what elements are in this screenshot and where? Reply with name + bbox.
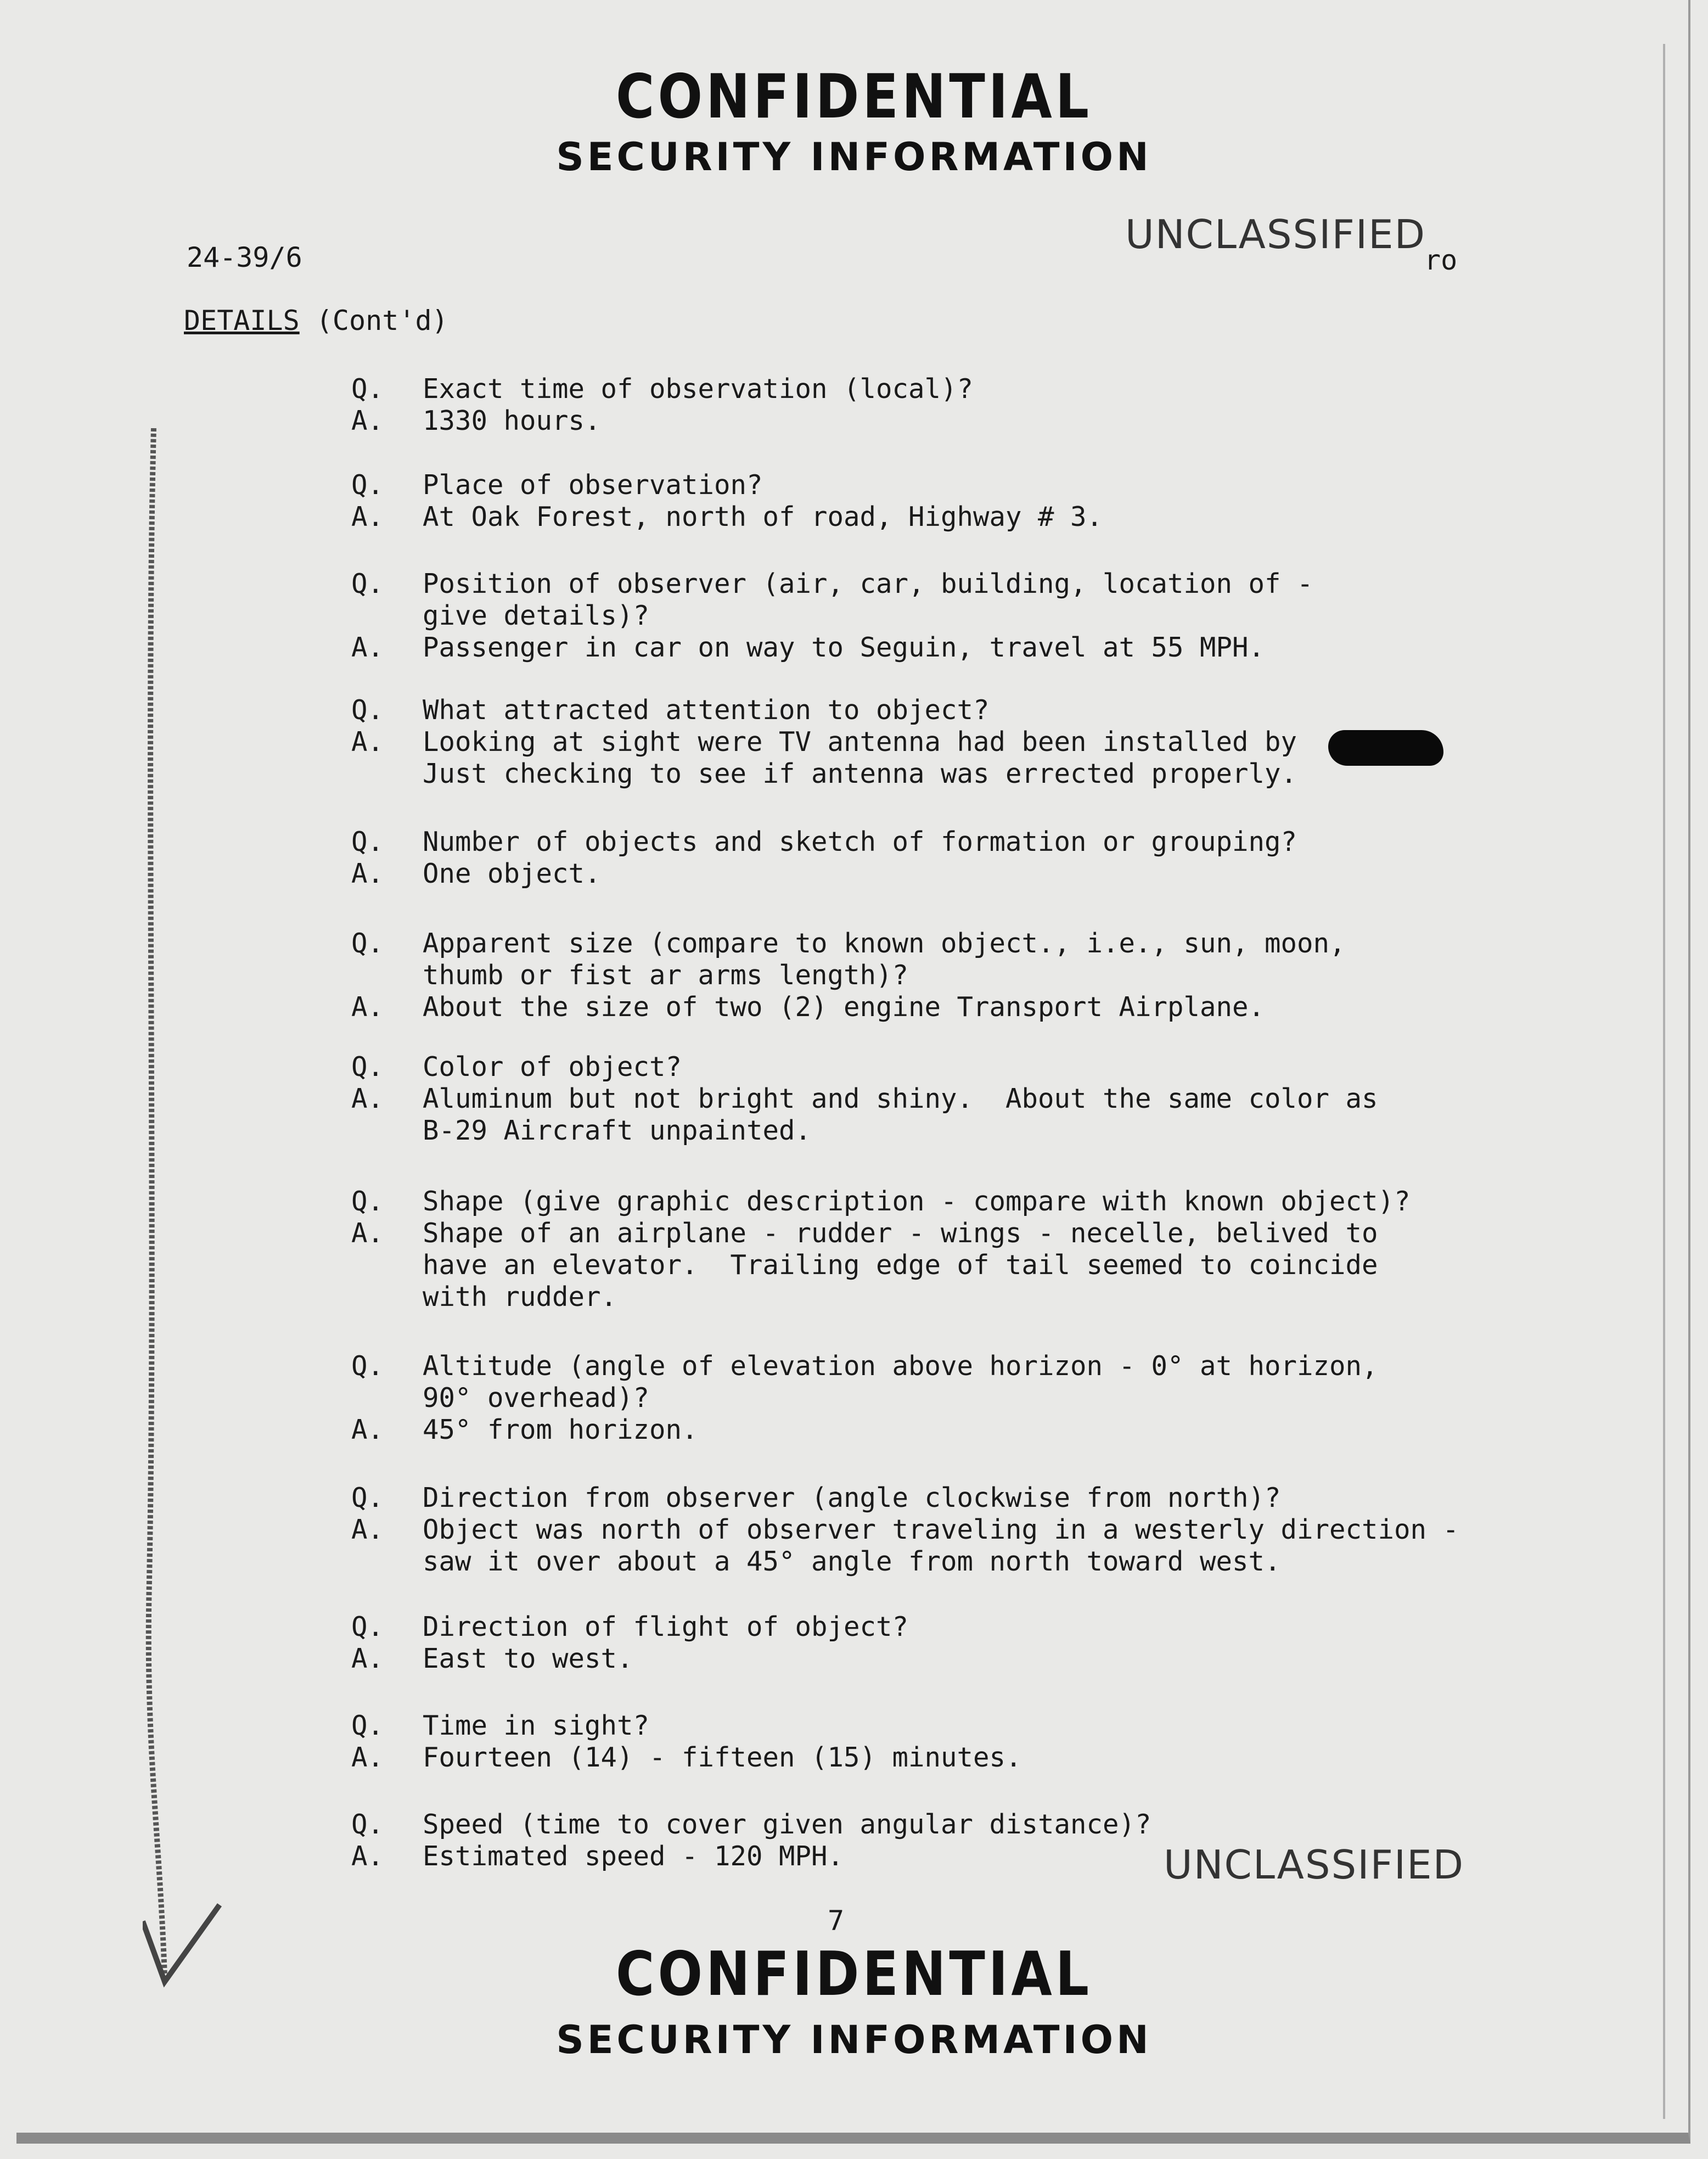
- answer-text: Estimated speed - 120 MPH.: [423, 1841, 844, 1872]
- details-heading: [184, 305, 448, 337]
- answer-text: About the size of two (2) engine Transport Airplane.: [423, 991, 1265, 1023]
- answer-text: 1330 hours.: [423, 405, 601, 436]
- answer-line: [351, 1083, 1520, 1115]
- qa-item: [351, 1482, 1520, 1578]
- answer-line: [351, 991, 1520, 1023]
- question-line: [351, 1051, 1520, 1083]
- question-label: [351, 960, 423, 991]
- answer-label: A.: [351, 1643, 384, 1674]
- answer-label: A.: [351, 1218, 384, 1249]
- security-information-stamp-bottom: SECURITY INFORMATION: [556, 2017, 1152, 2062]
- answer-text: At Oak Forest, north of road, Highway # 3.: [423, 501, 1103, 532]
- qa-item: [351, 469, 1520, 533]
- answer-text: with rudder.: [423, 1281, 617, 1313]
- answer-text: Fourteen (14) - fifteen (15) minutes.: [423, 1742, 1022, 1773]
- page-edge: [1663, 44, 1665, 2119]
- answer-text: have an elevator. Trailing edge of tail seemed to coincide: [423, 1249, 1378, 1281]
- question-text: Place of observation?: [423, 469, 763, 501]
- answer-text: Looking at sight were TV antenna had been installed by: [423, 726, 1297, 758]
- question-line: [351, 1350, 1520, 1382]
- question-label: Q.: [351, 1186, 384, 1217]
- answer-label: A.: [351, 1414, 384, 1445]
- answer-line: [351, 632, 1520, 664]
- question-text: Shape (give graphic description - compare with known object)?: [423, 1186, 1411, 1217]
- question-label: Q.: [351, 694, 384, 726]
- question-line: [351, 694, 1520, 726]
- question-line: [351, 960, 1520, 991]
- confidential-stamp-top: CONFIDENTIAL: [616, 61, 1092, 132]
- question-line: [351, 928, 1520, 960]
- answer-text: Aluminum but not bright and shiny. About the same color as: [423, 1083, 1378, 1114]
- answer-label: A.: [351, 405, 384, 436]
- answer-line: [351, 1281, 1520, 1313]
- answer-text: East to west.: [423, 1643, 633, 1674]
- question-label: [351, 1382, 423, 1414]
- answer-text: Passenger in car on way to Seguin, travel at 55 MPH.: [423, 632, 1265, 663]
- answer-label: [351, 1281, 423, 1313]
- security-information-stamp-top: SECURITY INFORMATION: [556, 134, 1152, 180]
- question-text: Apparent size (compare to known object., i.e., sun, moon,: [423, 928, 1346, 959]
- qa-item: [351, 373, 1520, 437]
- answer-line: [351, 1643, 1520, 1675]
- qa-item: [351, 1710, 1520, 1774]
- answer-text: Just checking to see if antenna was errected properly.: [423, 758, 1297, 789]
- qa-item: [351, 568, 1520, 664]
- question-label: Q.: [351, 826, 384, 857]
- question-label: Q.: [351, 1611, 384, 1642]
- question-line: [351, 568, 1520, 600]
- answer-line: [351, 858, 1520, 890]
- question-text: Direction from observer (angle clockwise from north)?: [423, 1482, 1281, 1513]
- question-line: [351, 1382, 1520, 1414]
- answer-line: [351, 405, 1520, 437]
- question-label: Q.: [351, 1809, 384, 1840]
- answer-label: A.: [351, 1841, 384, 1872]
- answer-label: A.: [351, 501, 384, 532]
- question-label: Q.: [351, 1710, 384, 1741]
- unclassified-stamp-bottom: UNCLASSIFIED: [1164, 1842, 1465, 1888]
- answer-line: [351, 1546, 1520, 1578]
- question-label: Q.: [351, 1482, 384, 1513]
- question-label: Q.: [351, 373, 384, 405]
- contd-label: (Cont'd): [316, 305, 448, 337]
- page-number: 7: [828, 1905, 845, 1937]
- question-text: thumb or fist ar arms length)?: [423, 960, 909, 991]
- answer-label: [351, 1249, 423, 1281]
- answer-line: [351, 1514, 1520, 1546]
- question-text: Number of objects and sketch of formation or grouping?: [423, 826, 1297, 857]
- answer-label: A.: [351, 858, 384, 889]
- qa-item: [351, 1186, 1520, 1313]
- qa-item: [351, 826, 1520, 890]
- answer-line: [351, 1414, 1520, 1446]
- answer-text: B-29 Aircraft unpainted.: [423, 1115, 812, 1146]
- qa-item: [351, 1350, 1520, 1446]
- question-line: [351, 1809, 1520, 1841]
- answer-label: [351, 1546, 423, 1578]
- answer-text: 45° from horizon.: [423, 1414, 698, 1445]
- answer-text: Object was north of observer traveling in a westerly direction -: [423, 1514, 1459, 1545]
- answer-label: A.: [351, 1742, 384, 1773]
- answer-line: [351, 758, 1520, 790]
- answer-label: [351, 1115, 423, 1147]
- confidential-stamp-bottom: CONFIDENTIAL: [616, 1938, 1092, 2010]
- question-text: What attracted attention to object?: [423, 694, 990, 726]
- answer-label: A.: [351, 991, 384, 1023]
- qa-item: [351, 1051, 1520, 1147]
- answer-label: A.: [351, 1083, 384, 1114]
- question-text: Position of observer (air, car, building, location of -: [423, 568, 1313, 599]
- answer-text: Shape of an airplane - rudder - wings - necelle, belived to: [423, 1218, 1378, 1249]
- question-line: [351, 600, 1520, 632]
- answer-label: A.: [351, 632, 384, 663]
- question-text: Speed (time to cover given angular distance)?: [423, 1809, 1151, 1840]
- question-text: Direction of flight of object?: [423, 1611, 909, 1642]
- question-label: Q.: [351, 568, 384, 599]
- question-text: Altitude (angle of elevation above horizon - 0° at horizon,: [423, 1350, 1378, 1382]
- unclassified-stamp-top: UNCLASSIFIED: [1125, 211, 1426, 257]
- answer-line: [351, 1115, 1520, 1147]
- question-line: [351, 1710, 1520, 1742]
- answer-label: [351, 758, 423, 790]
- answer-text: saw it over about a 45° angle from north toward west.: [423, 1546, 1281, 1577]
- question-line: [351, 1611, 1520, 1643]
- question-label: [351, 600, 423, 632]
- answer-line: [351, 501, 1520, 533]
- question-text: Color of object?: [423, 1051, 682, 1083]
- question-line: [351, 469, 1520, 501]
- answer-label: A.: [351, 1514, 384, 1545]
- qa-item: [351, 1611, 1520, 1675]
- question-line: [351, 826, 1520, 858]
- qa-item: [351, 928, 1520, 1023]
- answer-line: [351, 1742, 1520, 1774]
- answer-line: [351, 1249, 1520, 1281]
- question-label: Q.: [351, 1051, 384, 1083]
- answer-label: A.: [351, 726, 384, 758]
- margin-arrow-icon: [143, 428, 252, 1993]
- initials: ro: [1424, 244, 1458, 276]
- question-text: Time in sight?: [423, 1710, 650, 1741]
- question-line: [351, 373, 1520, 405]
- question-text: 90° overhead)?: [423, 1382, 650, 1414]
- question-label: Q.: [351, 469, 384, 501]
- qa-item: [351, 694, 1520, 790]
- question-label: Q.: [351, 928, 384, 959]
- file-number: 24-39/6: [187, 242, 302, 273]
- question-line: [351, 1482, 1520, 1514]
- question-text: Exact time of observation (local)?: [423, 373, 974, 405]
- question-text: give details)?: [423, 600, 650, 631]
- question-line: [351, 1186, 1520, 1218]
- question-label: Q.: [351, 1350, 384, 1382]
- answer-line: [351, 1218, 1520, 1249]
- answer-line: [351, 726, 1520, 758]
- details-label: DETAILS: [184, 305, 300, 337]
- answer-text: One object.: [423, 858, 601, 889]
